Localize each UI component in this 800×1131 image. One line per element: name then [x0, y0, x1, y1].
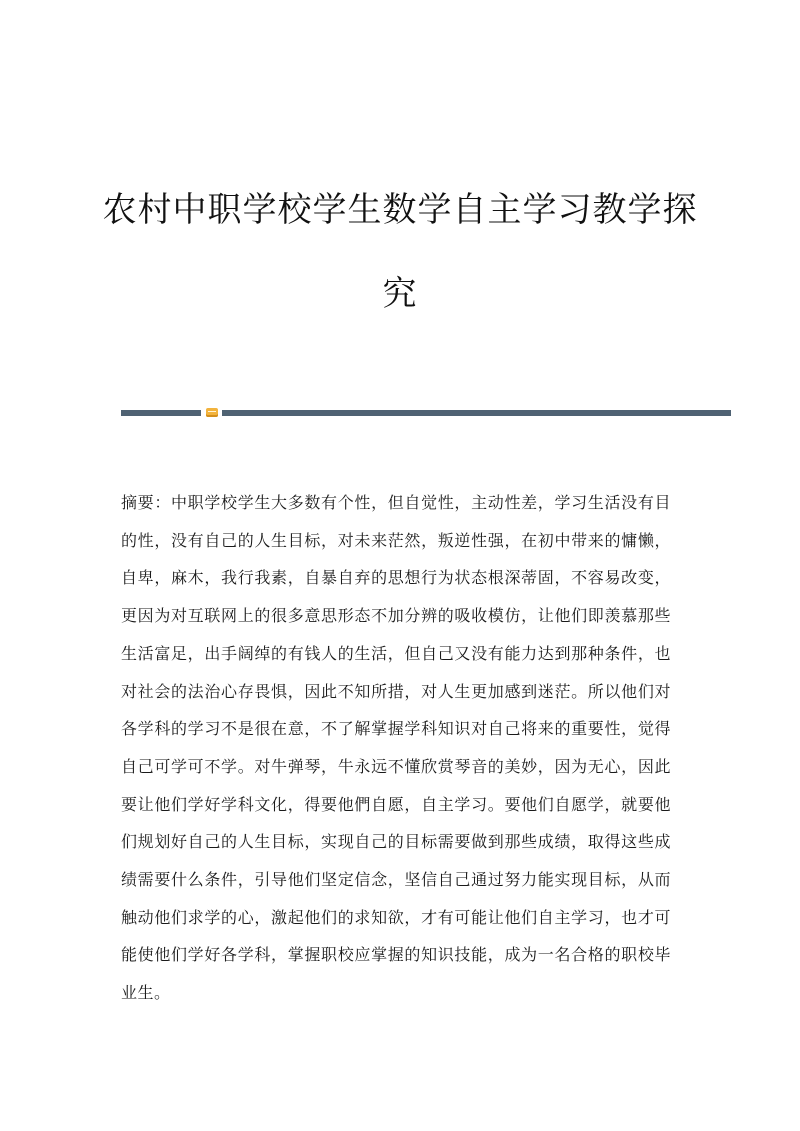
document-title-line-2: 究 [382, 274, 418, 314]
title-divider [121, 408, 731, 417]
document-title-line-1: 农村中职学校学生数学自主学习教学探 [102, 190, 698, 230]
folder-icon [206, 408, 218, 417]
divider-bar-right [222, 410, 731, 416]
divider-bar-left [121, 410, 201, 416]
abstract-paragraph: 摘要：中职学校学生大多数有个性，但自觉性，主动性差，学习生活没有目的性，没有自己的人生目标，对未来茫然，叛逆性强，在初中带来的慵懒，自卑，麻木，我行我素，自暴自弃的思想行为状态根深蒂固，不容易改变，更因为对互联网上的很多意思形态不加分辨的吸收模仿，让他们即羡慕那些生活富足，出手阔绰的有钱人的生活，但自己又没有能力达到那种条件，也对社会的法治心存畏惧，因此不知所措，对人生更加感到迷茫。所以他们对各学科的学习不是很在意，不了解掌握学科知识对自己将来的重要性，觉得自己可学可不学。对牛弹琴，牛永远不懂欣赏琴音的美妙，因为无心，因此要让他们学好学科文化，得要他們自愿，自主学习。要他们自愿学，就要他们规划好自己的人生目标，实现自己的目标需要做到那些成绩，取得这些成绩需要什么条件，引导他们坚定信念，坚信自己通过努力能实现目标，从而触动他们求学的心，激起他们的求知欲，才有可能让他们自主学习，也才可能使他们学好各学科，掌握职校应掌握的知识技能，成为一名合格的职校毕业生。 [121, 493, 671, 1003]
